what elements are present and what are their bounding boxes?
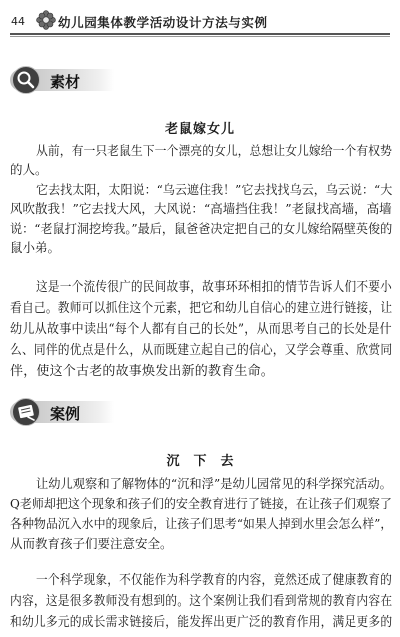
book-title: 幼儿园集体教学活动设计方法与实例 (58, 15, 268, 30)
case-title: 沉下去 (166, 454, 248, 469)
text-line: 么、同伴的优点是什么，从而既建立起自己的信心，又学会尊重、欣赏同 (10, 343, 393, 358)
text-line: Q老师却把这个现象和孩子们的安全教育进行了链接，在让孩子们观察了 (10, 496, 392, 511)
text-line: 这是一个流传很广的民间故事，故事环环相扣的情节告诉人们不要小 (36, 280, 393, 295)
magnifier-icon (13, 67, 39, 93)
section-label: 案例 (50, 405, 81, 423)
text-line: 内容，这是很多教师没有想到的。这个案例让我们看到常规的教育内容在 (10, 594, 393, 609)
text-line: 它去找太阳，太阳说：“乌云遮住我！”它去找找乌云，乌云说：“大 (36, 182, 393, 197)
magnifier-badge (12, 66, 40, 94)
text-line: 和幼儿多元的成长需求链接后，能发挥出更广泛的教育作用，满足更多的 (10, 615, 393, 630)
section-label: 素材 (50, 73, 81, 91)
text-line: 幼儿从故事中读出“每个人都有自己的长处”，从而思考自己的长处是什 (10, 322, 392, 337)
text-line: 一个科学现象，不仅能作为科学教育的内容，竟然还成了健康教育的 (36, 573, 393, 588)
text-line: 各种物品沉入水中的现象后，让孩子们思考“如果人掉到水里会怎么样”， (10, 516, 393, 531)
text-line: 说：“老鼠打洞挖垮我。”最后，鼠爸爸决定把自己的女儿嫁给隔壁英俊的 (10, 221, 393, 236)
notebook-icon (13, 399, 39, 425)
running-header (0, 0, 400, 34)
section-heading-material (10, 66, 120, 96)
story-title: 老鼠嫁女儿 (164, 122, 235, 137)
text-line: 从前，有一只老鼠生下一个漂亮的女儿，总想让女儿嫁给一个有权势 (36, 143, 392, 158)
text-line: 鼠小弟。 (10, 240, 61, 255)
page-number: 44 (11, 15, 25, 28)
text-line: 让幼儿观察和了解物体的“沉和浮”是幼儿园常见的科学探究活动。 (36, 476, 392, 491)
text-line: 从而教育孩子们要注意安全。 (10, 536, 173, 551)
text-line: 风吹散我！”它去找大风，大风说：“高墙挡住我！”老鼠找高墙，高墙 (10, 201, 392, 216)
text-line: 的人。 (10, 162, 48, 177)
text-line: 看自己。教师可以抓住这个元素，把它和幼儿自信心的建立进行链接，让 (10, 301, 393, 316)
flower-icon (36, 10, 56, 30)
text-line: 伴，使这个古老的故事焕发出新的教育生命。 (10, 364, 275, 379)
section-heading-case (10, 398, 120, 428)
notebook-badge (12, 398, 40, 426)
header-rule (10, 33, 390, 35)
header-rule-thin (10, 36, 390, 37)
